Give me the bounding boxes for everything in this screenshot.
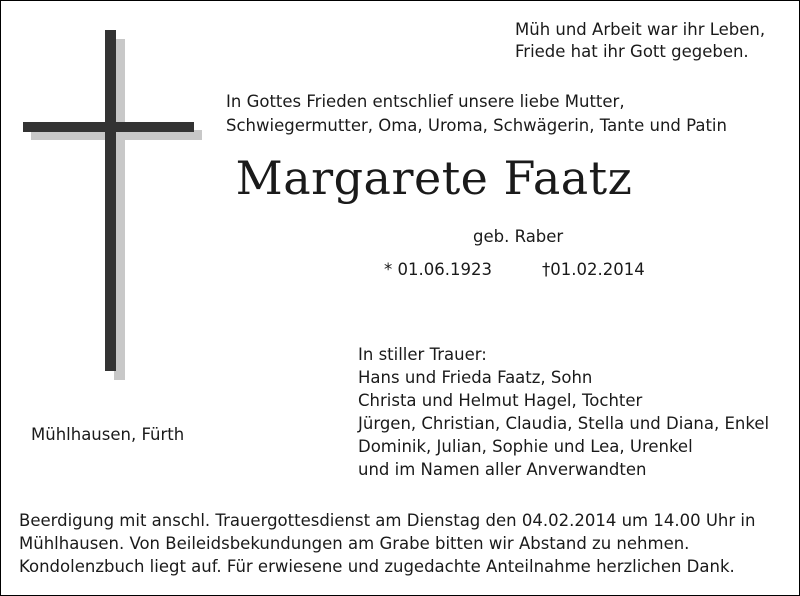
mourners-heading: In stiller Trauer: <box>358 345 487 364</box>
maiden-name: geb. Raber <box>473 227 564 246</box>
funeral-info-line: Kondolenzbuch liegt auf. Für erwiesene und zugedachte Anteilnahme herzlichen Dank. <box>19 557 735 576</box>
motto-line: Müh und Arbeit war ihr Leben, <box>515 20 766 39</box>
mourner-line: und im Namen aller Anverwandten <box>358 460 647 479</box>
place-line: Mühlhausen, Fürth <box>31 425 185 444</box>
motto-verse <box>515 19 765 63</box>
mourners-list <box>358 343 769 481</box>
intro-text <box>226 90 727 138</box>
cross-bar-horizontal <box>23 122 194 132</box>
birth-date: * 01.06.1923 <box>384 260 492 279</box>
death-date: †01.02.2014 <box>542 260 645 279</box>
motto-line: Friede hat ihr Gott gegeben. <box>515 42 749 61</box>
funeral-info-line: Beerdigung mit anschl. Trauergottesdienst am Dienstag den 04.02.2014 um 14.00 Uhr in <box>19 511 756 530</box>
funeral-info <box>19 509 755 578</box>
funeral-info-line: Mühlhausen. Von Beileidsbekundungen am Grabe bitten wir Abstand zu nehmen. <box>19 534 690 553</box>
mourner-line: Christa und Helmut Hagel, Tochter <box>358 391 643 410</box>
intro-line: In Gottes Frieden entschlief unsere liebe Mutter, <box>226 92 625 111</box>
mourner-line: Dominik, Julian, Sophie und Lea, Urenkel <box>358 437 693 456</box>
intro-line: Schwiegermutter, Oma, Uroma, Schwägerin, Tante und Patin <box>226 116 727 135</box>
mourner-line: Jürgen, Christian, Claudia, Stella und Diana, Enkel <box>358 414 770 433</box>
deceased-name: Margarete Faatz <box>235 151 633 205</box>
mourner-line: Hans und Frieda Faatz, Sohn <box>358 368 593 387</box>
